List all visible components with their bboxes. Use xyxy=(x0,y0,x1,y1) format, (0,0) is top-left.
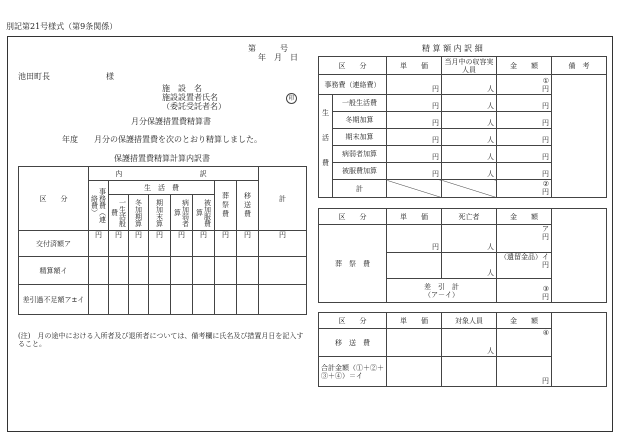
wake-label: 訳 xyxy=(149,167,259,181)
jimu-header: 事務費（連絡費） xyxy=(89,181,109,231)
blank-cell xyxy=(237,257,259,285)
form-number-label: 別記第21号様式（第9条関係） xyxy=(6,22,118,31)
total-header: 計 xyxy=(259,167,307,231)
bikou-cell xyxy=(552,209,607,303)
yen-cell: 円 xyxy=(497,357,552,387)
yen-cell: 円 xyxy=(109,231,129,257)
bikou-cell xyxy=(552,313,607,387)
uchi-label: 内 xyxy=(89,167,149,181)
form-title: 月分保護措置費精算書 xyxy=(131,117,211,126)
blank-cell xyxy=(259,285,307,315)
blank-cell xyxy=(89,257,109,285)
right-title: 精 算 額 内 訳 細 xyxy=(422,44,483,53)
yen-cell: 円 xyxy=(193,231,215,257)
row-tomo: 冬期加算 xyxy=(333,112,387,129)
nin-cell: 人 xyxy=(442,75,497,95)
sub-ippan: 一生活般費 xyxy=(109,195,129,231)
blank-cell xyxy=(193,285,215,315)
agent-name-label: （委託受託者名） xyxy=(162,102,226,111)
facility-rep-label: 施設設置者氏名 xyxy=(162,93,218,102)
isou-label: 移 送 費 xyxy=(319,329,387,357)
blank-cell xyxy=(171,285,193,315)
blank-cell xyxy=(149,285,171,315)
row-kimatsu: 期末加算 xyxy=(333,129,387,146)
sousai-header: 葬祭費 xyxy=(215,181,237,231)
blank-cell xyxy=(129,257,149,285)
yen-cell: 円 xyxy=(387,129,442,146)
row-sagaku: 差引過不足額ア±イ xyxy=(19,285,89,315)
yen-cell: 円 xyxy=(215,231,237,257)
yen-cell: 円 xyxy=(497,146,552,163)
yen-cell: 円 xyxy=(387,112,442,129)
nin-cell: 人 xyxy=(442,225,497,253)
seikatsu-header: 生 活 費 xyxy=(109,181,215,195)
yen-cell: 円 xyxy=(497,163,552,180)
yen-cell: 円 xyxy=(259,231,307,257)
iho-cell: （遺留金品）イ 円 xyxy=(497,253,552,279)
yen-cell: 円 xyxy=(387,225,442,253)
yen-cell: 円 xyxy=(149,231,171,257)
col-tanka: 単 価 xyxy=(387,209,442,225)
yen-cell: 円 xyxy=(171,231,193,257)
nin-cell: 人 xyxy=(442,163,497,180)
col-shibou: 死亡者 xyxy=(442,209,497,225)
amount-2: ② 円 xyxy=(497,180,552,198)
blank-cell xyxy=(215,257,237,285)
col-kubun: 区 分 xyxy=(319,209,387,225)
yen-cell: 円 xyxy=(497,95,552,112)
sub-kimatsu: 期加末算 xyxy=(149,195,171,231)
row-ippan: 一般生活費 xyxy=(333,95,387,112)
yen-cell: 円 xyxy=(129,231,149,257)
amount-1: ① 円 xyxy=(497,75,552,95)
col-jinin: 当月中の収容実人員 xyxy=(442,57,497,75)
amount-4: ④ xyxy=(497,329,552,357)
col-kubun: 区 分 xyxy=(319,57,387,75)
nin-cell: 人 xyxy=(442,253,497,279)
yen-cell: 円 xyxy=(387,146,442,163)
bikou-cell xyxy=(552,75,607,198)
blank-cell xyxy=(387,329,442,357)
sub-tomo: 冬加期算 xyxy=(129,195,149,231)
addressee: 池田町長 様 xyxy=(18,72,114,81)
col-kingaku: 金 額 xyxy=(497,209,552,225)
facility-name-label: 施 設 名 xyxy=(162,84,202,93)
calc-table xyxy=(18,166,307,315)
nin-cell: 人 xyxy=(442,112,497,129)
nin-cell: 人 xyxy=(442,129,497,146)
seikatsu-vert: 生活費 xyxy=(319,95,333,198)
nin-cell: 人 xyxy=(442,95,497,112)
amount-3: ③ 円 xyxy=(497,279,552,303)
detail-table-1 xyxy=(318,56,607,198)
blank-cell xyxy=(89,285,109,315)
blank-cell xyxy=(149,257,171,285)
yen-cell: 円 xyxy=(237,231,259,257)
blank-cell xyxy=(237,285,259,315)
statement: 年度 月分の保護措置費を次のとおり精算しました。 xyxy=(62,135,262,144)
blank-cell xyxy=(259,257,307,285)
date-label: 年 月 日 xyxy=(258,53,298,62)
col-taisho: 対象人員 xyxy=(442,313,497,329)
blank-cell xyxy=(109,285,129,315)
footnote: (注) 月の途中における入所者及び退所者については、備考欄に氏名及び措置月日を記入すること。 xyxy=(18,332,304,348)
sub-byoujaku: 病加弱者算 xyxy=(171,195,193,231)
diag-cell xyxy=(387,180,442,198)
seal-mark: 印 xyxy=(286,93,297,104)
amount-a: ア 円 xyxy=(497,225,552,253)
yen-cell: 円 xyxy=(497,129,552,146)
diag-cell xyxy=(442,180,497,198)
kubun-header: 区 分 xyxy=(19,167,89,231)
row-seisan: 精算額イ xyxy=(19,257,89,285)
yen-cell: 円 xyxy=(387,95,442,112)
nin-cell: 人 xyxy=(442,329,497,357)
col-kubun: 区 分 xyxy=(319,313,387,329)
isou-header: 移送費 xyxy=(237,181,259,231)
detail-table-3 xyxy=(318,312,607,387)
yen-cell: 円 xyxy=(89,231,109,257)
blank-cell xyxy=(442,357,497,387)
blank-cell xyxy=(215,285,237,315)
blank-cell xyxy=(193,257,215,285)
col-bikou: 備 考 xyxy=(552,57,607,75)
col-tanka: 単 価 xyxy=(387,57,442,75)
table-title: 保護措置費精算計算内訳書 xyxy=(114,154,210,163)
number-label: 第 号 xyxy=(248,44,288,53)
row-hifuku: 被服費加算 xyxy=(333,163,387,180)
sashihiki: 差 引 計 （ア－イ） xyxy=(387,279,497,303)
sub-hifuku: 被加服費算 xyxy=(193,195,215,231)
blank-cell xyxy=(129,285,149,315)
col-tanka: 単 価 xyxy=(387,313,442,329)
yen-cell: 円 xyxy=(387,75,442,95)
detail-table-2 xyxy=(318,208,607,303)
blank-cell xyxy=(387,357,442,387)
sousai-label: 葬 祭 費 xyxy=(319,225,387,303)
row-koufu: 交付済額ア xyxy=(19,231,89,257)
goukei-label: 合計金額（①＋②＋③＋④）＝イ xyxy=(319,357,387,387)
blank-cell xyxy=(387,253,442,279)
col-kingaku: 金 額 xyxy=(497,57,552,75)
nin-cell: 人 xyxy=(442,146,497,163)
yen-cell: 円 xyxy=(497,112,552,129)
jimu-row: 事務費（連絡費） xyxy=(319,75,387,95)
col-kingaku: 金 額 xyxy=(497,313,552,329)
row-byoujaku: 病弱者加算 xyxy=(333,146,387,163)
blank-cell xyxy=(171,257,193,285)
yen-cell: 円 xyxy=(387,163,442,180)
blank-cell xyxy=(109,257,129,285)
row-kei: 計 xyxy=(333,180,387,198)
